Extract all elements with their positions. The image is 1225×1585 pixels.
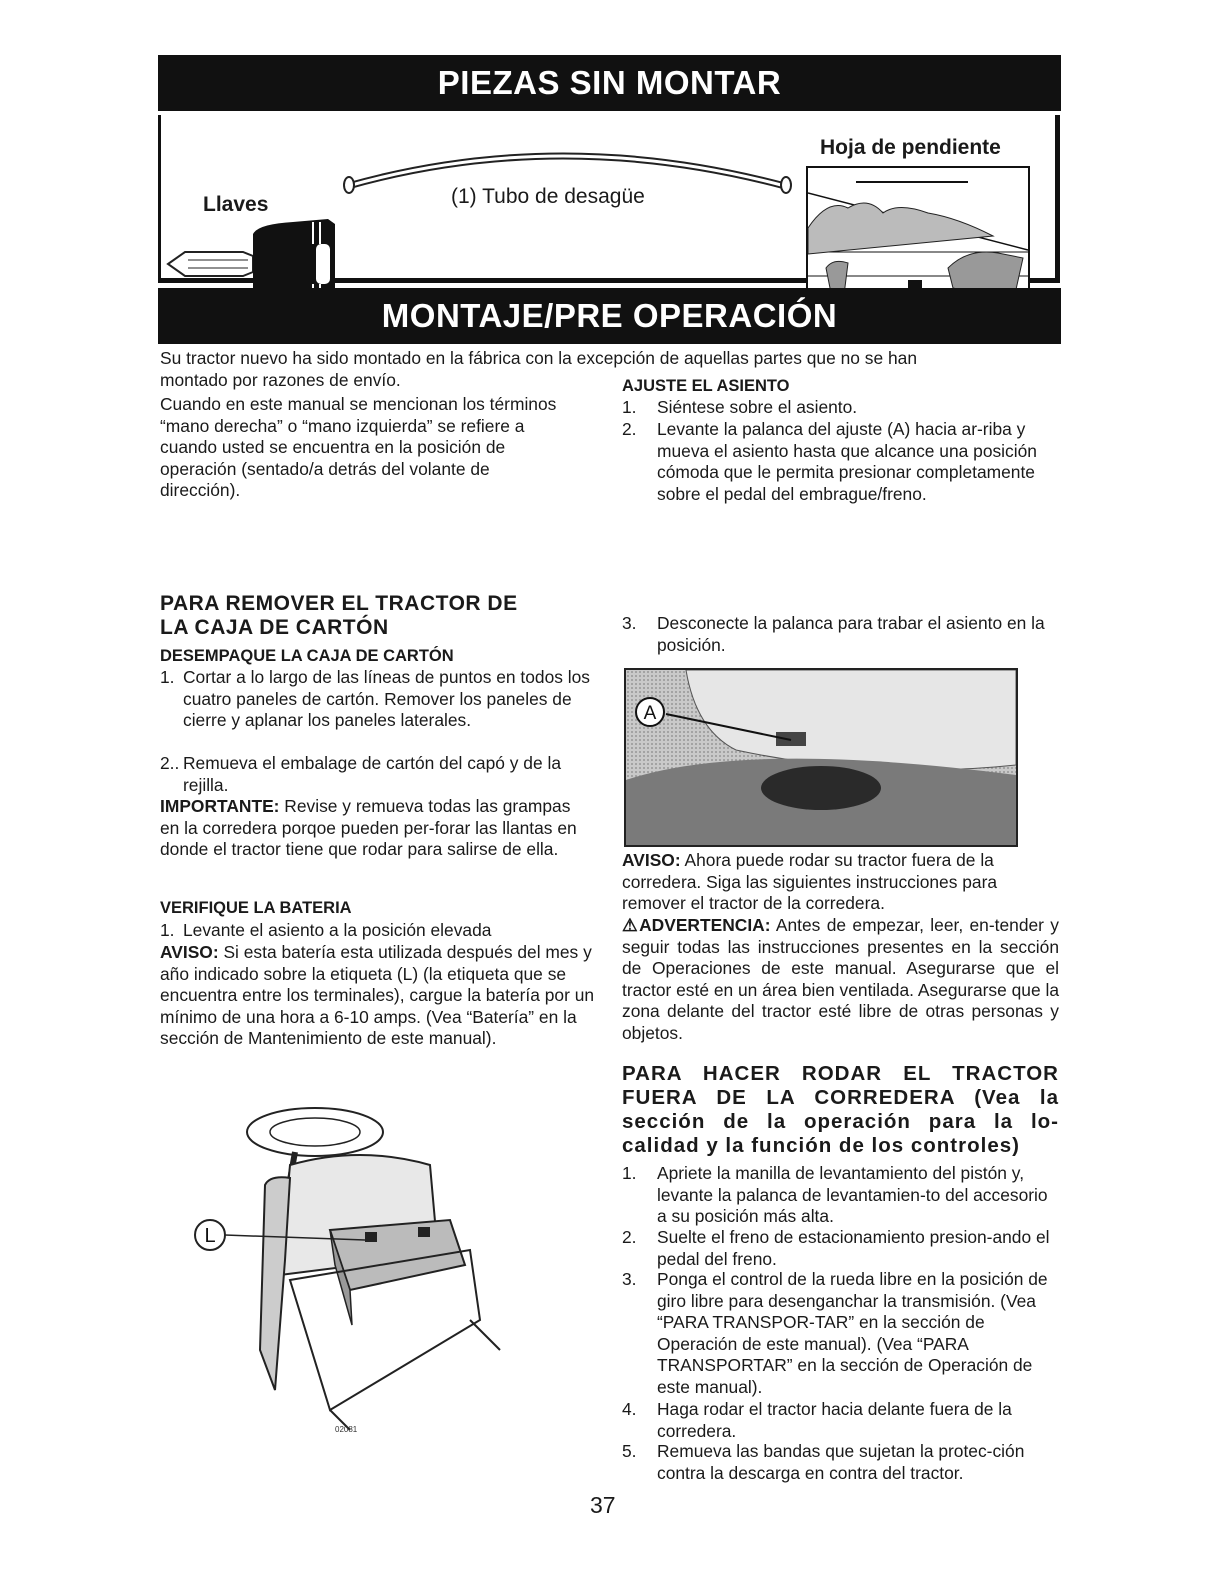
unmounted-parts-banner — [158, 55, 1061, 111]
step-number: 2. — [622, 1227, 637, 1247]
roll-step-2 — [622, 1227, 1052, 1270]
page-number: 37 — [590, 1492, 616, 1518]
hand-note-paragraph: Cuando en este manual se mencionan los términos “mano derecha” o “mano izquierda” se refiere a cuando usted se encuentra en la posición de operación (sentado/a detrás del volante de dirección). — [160, 394, 557, 500]
drain-tube-label: (1) Tubo de desagüe — [451, 185, 645, 208]
assembly-title: MONTAJE/PRE OPERACIÓN — [381, 297, 838, 334]
step-number: 3. — [622, 613, 637, 633]
roll-step-4 — [622, 1399, 1052, 1442]
important-text: Revise y remueva todas las grampas en la corredera porqoe pueden per-forar las llantas en donde el tractor tiene que rodar para salirse de ella. — [160, 796, 577, 859]
step-number: 1. — [622, 1163, 637, 1183]
step-number: 5. — [622, 1441, 637, 1461]
step-text: Haga rodar el tractor hacia delante fuera de la corredera. — [657, 1399, 1012, 1441]
roll-notice-paragraph — [622, 850, 1052, 915]
intro-line-1: Su tractor nuevo ha sido montado en la fábrica con la excepción de aquellas partes que no se han — [160, 348, 917, 368]
unpack-subheading: DESEMPAQUE LA CAJA DE CARTÓN — [160, 647, 454, 665]
step-text: Remueva las bandas que sujetan la protec-ción contra la descarga en contra del tractor. — [657, 1441, 1025, 1483]
step-number: 1. — [160, 920, 175, 940]
step-number: 2. — [622, 419, 637, 439]
seat-step-2 — [622, 419, 1052, 505]
battery-illustration — [180, 1090, 520, 1440]
roll-step-5 — [622, 1441, 1052, 1484]
step-text: Desconecte la palanca para trabar el asiento en la posición. — [657, 613, 1045, 655]
roll-aviso-label: AVISO: — [622, 850, 681, 870]
battery-aviso-text: Si esta batería esta utilizada después del mes y año indicado sobre la etiqueta (L) (la etiqueta que se encuentra entre los terminales), cargue la batería por un mínimo de una hora a 6-10 amps. (Vea “Batería” en la sección de Mantenimiento de este manual). — [160, 942, 595, 1048]
warning-icon: ⚠ — [622, 915, 640, 935]
intro-line-2: montado por razones de envío. — [160, 370, 401, 390]
roll-aviso-text: Ahora puede rodar su tractor fuera de la corredera. Siga las siguientes instrucciones para remover el tractor de la corredera. — [622, 850, 998, 913]
step-number: 1. — [160, 667, 175, 687]
roll-step-1 — [622, 1163, 1052, 1228]
step-text: Cortar a lo largo de las líneas de puntos en todos los cuatro paneles de cartón. Remover los paneles de cierre y aplanar los paneles laterales. — [183, 667, 590, 730]
roll-step-3 — [622, 1269, 1052, 1398]
warning-text: Antes de empezar, leer, en-tender y seguir todas las instrucciones presentes en la sección de Operaciones de este manual. Asegurarse que el tractor esté en un área bien ventilada. Asegurarse que la zona delante del tractor esté libre de otras personas y objetos. — [622, 915, 1059, 1043]
battery-aviso-label: AVISO: — [160, 942, 219, 962]
battery-notice-paragraph — [160, 942, 595, 1050]
step-text: Levante el asiento a la posición elevada — [183, 920, 492, 940]
warning-paragraph — [622, 915, 1059, 1044]
step-text: Siéntese sobre el asiento. — [657, 397, 858, 417]
important-paragraph — [160, 796, 580, 861]
keys-label: Llaves — [203, 193, 269, 216]
important-label: IMPORTANTE: — [160, 796, 280, 816]
step-text: Remueva el embalage de cartón del capó y de la rejilla. — [183, 753, 562, 795]
drain-tube-icon — [340, 138, 800, 198]
remove-heading-line-1: PARA REMOVER EL TRACTOR DE — [160, 592, 518, 615]
seat-step-3 — [622, 613, 1052, 656]
step-text: Ponga el control de la rueda libre en la posición de giro libre para desenganchar la transmisión. (Vea “PARA TRANSPOR-TAR” en la sección de Operación de este manual). (Vea “PARA TRANSPORTAR” en la sección de Operación de este manual). — [657, 1269, 1048, 1397]
unpack-step-2 — [160, 753, 595, 796]
seat-adjust-photo — [624, 668, 1018, 847]
battery-step-1 — [160, 920, 595, 942]
battery-label-callout: L — [204, 1225, 216, 1247]
assembly-banner — [158, 288, 1061, 344]
battery-figure-code: 02081 — [335, 1425, 358, 1434]
slope-sheet-label: Hoja de pendiente — [820, 136, 1001, 159]
step-number: 3. — [622, 1269, 637, 1289]
remove-heading-line-2: LA CAJA DE CARTÓN — [160, 616, 389, 639]
step-number: 4. — [622, 1399, 637, 1419]
seat-lever-callout: A — [643, 703, 657, 724]
seat-heading: AJUSTE EL ASIENTO — [622, 377, 790, 395]
warning-label: ADVERTENCIA: — [639, 915, 771, 935]
roll-heading: PARA HACER RODAR EL TRACTOR FUERA DE LA CORREDERA (Vea la sección de la operación para la lo-calidad y la función de los controles) — [622, 1062, 1059, 1157]
step-text: Levante la palanca del ajuste (A) hacia ar-riba y mueva el asiento hasta que alcance una posición cómoda que le permita presionar completamente sobre el pedal del embrague/freno. — [657, 419, 1037, 504]
step-number: 2.. — [160, 753, 180, 773]
step-number: 1. — [622, 397, 637, 417]
step-text: Apriete la manilla de levantamiento del pistón y, levante la palanca de levantamien-to del accesorio a su posición más alta. — [657, 1163, 1048, 1226]
battery-heading: VERIFIQUE LA BATERIA — [160, 899, 352, 917]
unpack-step-1 — [160, 667, 595, 732]
seat-step-1 — [622, 397, 1052, 419]
step-text: Suelte el freno de estacionamiento presion-ando el pedal del freno. — [657, 1227, 1050, 1269]
unmounted-parts-title: PIEZAS SIN MONTAR — [437, 64, 782, 101]
